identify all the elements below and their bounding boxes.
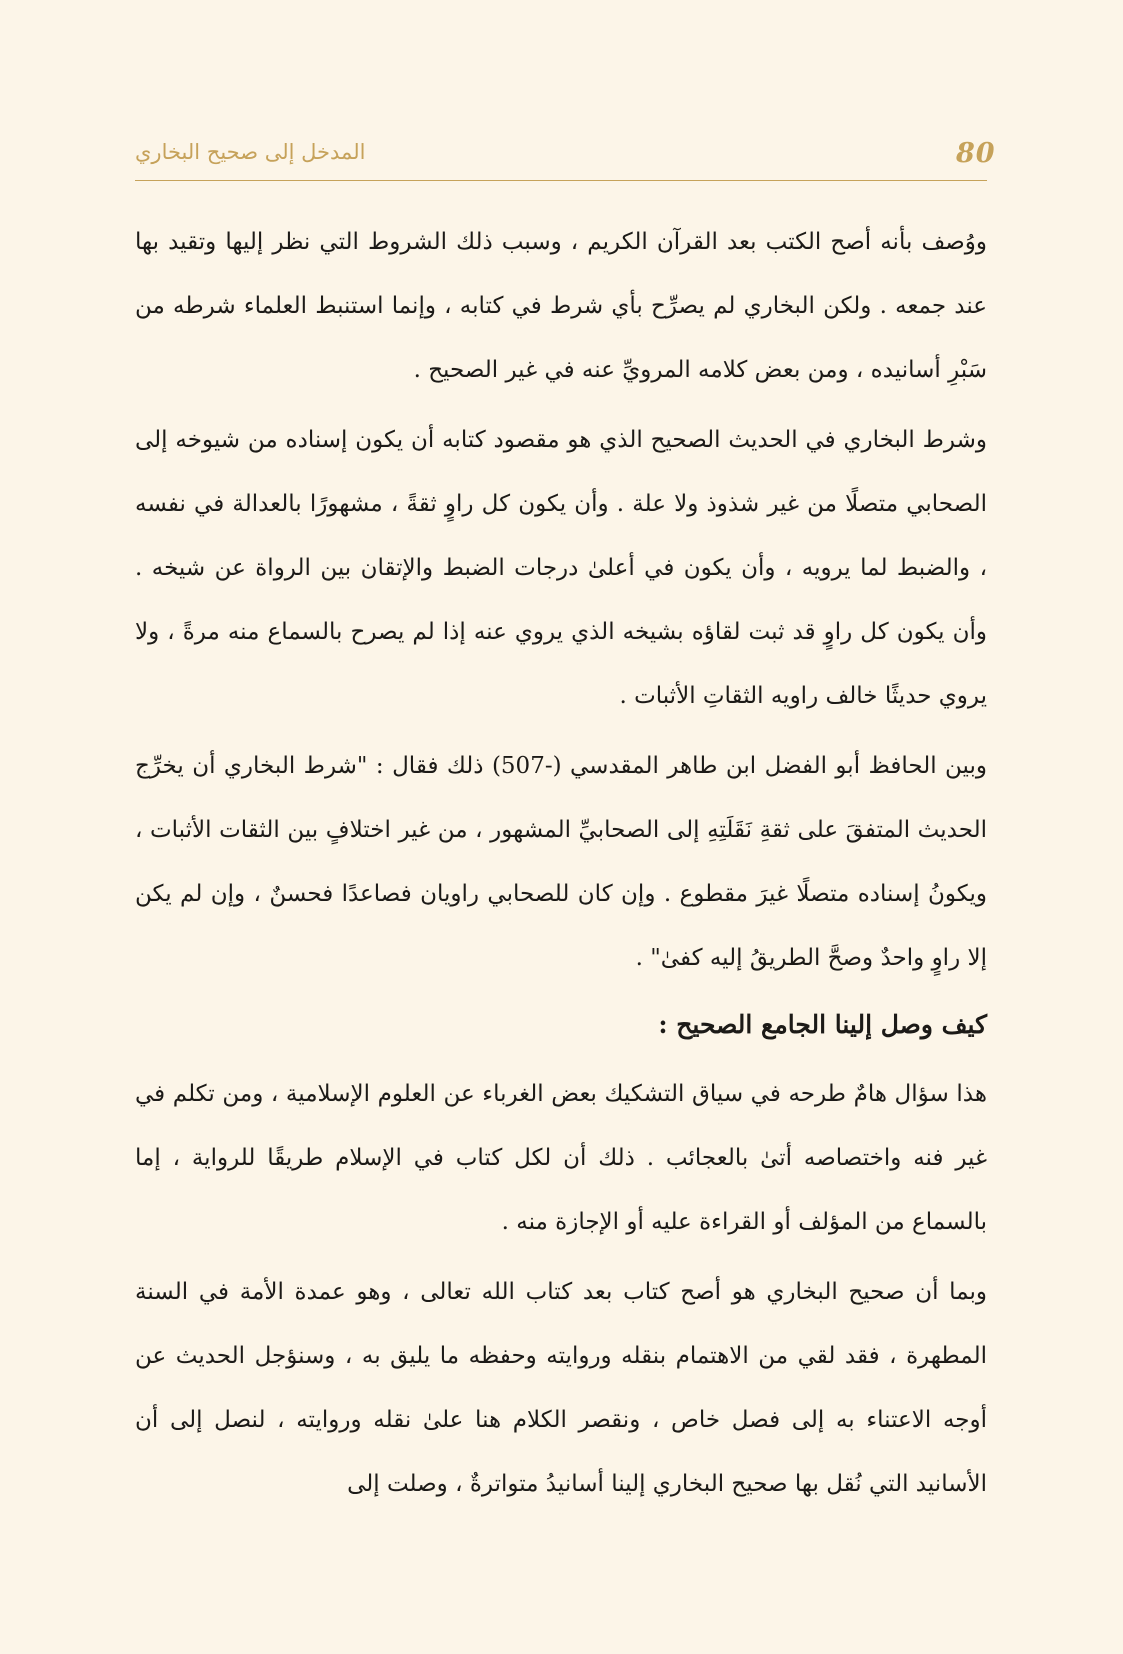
paragraph-1: ووُصف بأنه أصح الكتب بعد القرآن الكريم ، وسبب ذلك الشروط التي نظر إليها وتقيد بها عند جمعه . ولكن البخاري لم يصرِّح بأي شرط في كتابه ، وإنما استنبط العلماء شرطه من سَبْرِ أسانيده ، ومن بعض كلامه المرويِّ عنه في غير الصحيح . <box>135 229 987 383</box>
paragraph-2: وشرط البخاري في الحديث الصحيح الذي هو مقصود كتابه أن يكون إسناده من شيوخه إلى الصحابي متصلًا من غير شذوذ ولا علة . وأن يكون كل راوٍ ثقةً ، مشهورًا بالعدالة في نفسه ، والضبط لما يرويه ، وأن يكون في أعلىٰ درجات الضبط والإتقان بين الرواة عن شيخه . وأن يكون كل راوٍ قد ثبت لقاؤه بشيخه الذي يروي عنه إذا لم يصرح بالسماع منه مرةً ، ولا يروي حديثًا خالف راويه الثقاتِ الأثبات . <box>135 427 987 709</box>
section-heading: كيف وصل إلينا الجامع الصحيح : <box>658 1010 987 1039</box>
header-divider <box>135 180 987 181</box>
page-number: 80 <box>956 138 996 169</box>
paragraph-3: وبين الحافظ أبو الفضل ابن طاهر المقدسي (-507) ذلك فقال : "شرط البخاري أن يخرِّج الحديث المتفقَ على ثقةِ نَقَلَتِهِ إلى الصحابيِّ المشهور ، من غير اختلافٍ بين الثقات الأثبات ، ويكونُ إسناده متصلًا غيرَ مقطوع . وإن كان للصحابي راويان فصاعدًا فحسنٌ ، وإن لم يكن إلا راوٍ واحدٌ وصحَّ الطريقُ إليه كفىٰ" . <box>135 753 987 971</box>
running-title: المدخل إلى صحيح البخاري <box>135 140 366 164</box>
paragraph-4: هذا سؤال هامٌ طرحه في سياق التشكيك بعض الغرباء عن العلوم الإسلامية ، ومن تكلم في غير فنه واختصاصه أتىٰ بالعجائب . ذلك أن لكل كتاب في الإسلام طريقًا للرواية ، إما بالسماع من المؤلف أو القراءة عليه أو الإجازة منه . <box>135 1081 987 1235</box>
paragraph-5: وبما أن صحيح البخاري هو أصح كتاب بعد كتاب الله تعالى ، وهو عمدة الأمة في السنة المطهرة ، فقد لقي من الاهتمام بنقله وروايته وحفظه ما يليق به ، وسنؤجل الحديث عن أوجه الاعتناء به إلى فصل خاص ، ونقصر الكلام هنا علىٰ نقله وروايته ، لنصل إلى أن الأسانيد التي نُقل بها صحيح البخاري إلينا أسانيدُ متواترةٌ ، وصلت إلى <box>135 1279 987 1497</box>
page-header <box>135 136 996 180</box>
page-body <box>135 210 987 1522</box>
